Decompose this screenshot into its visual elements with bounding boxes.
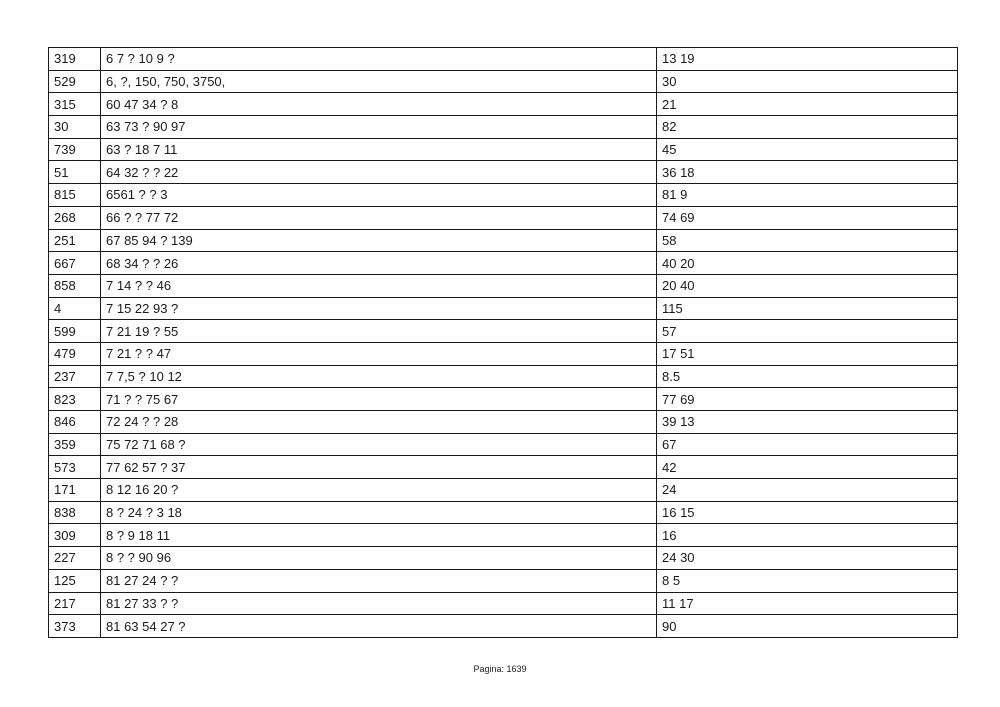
row-id-cell: 319 [49, 48, 101, 71]
row-sequence-cell: 81 27 33 ? ? [101, 592, 657, 615]
row-id-cell: 479 [49, 342, 101, 365]
row-answer-cell: 8 5 [657, 569, 958, 592]
row-id-cell: 858 [49, 274, 101, 297]
row-sequence-cell: 8 ? 9 18 11 [101, 524, 657, 547]
row-id-cell: 599 [49, 320, 101, 343]
row-sequence-cell: 63 73 ? 90 97 [101, 116, 657, 139]
row-sequence-cell: 8 12 16 20 ? [101, 479, 657, 502]
row-id-cell: 4 [49, 297, 101, 320]
row-answer-cell: 16 15 [657, 501, 958, 524]
row-id-cell: 309 [49, 524, 101, 547]
row-sequence-cell: 7 15 22 93 ? [101, 297, 657, 320]
row-answer-cell: 17 51 [657, 342, 958, 365]
row-sequence-cell: 7 21 19 ? 55 [101, 320, 657, 343]
row-sequence-cell: 60 47 34 ? 8 [101, 93, 657, 116]
row-answer-cell: 45 [657, 138, 958, 161]
row-sequence-cell: 72 24 ? ? 28 [101, 411, 657, 434]
row-id-cell: 373 [49, 615, 101, 638]
row-sequence-cell: 81 27 24 ? ? [101, 569, 657, 592]
row-answer-cell: 16 [657, 524, 958, 547]
row-id-cell: 268 [49, 206, 101, 229]
table-row [49, 524, 958, 547]
page-number: Pagina: 1639 [473, 664, 527, 674]
row-id-cell: 838 [49, 501, 101, 524]
row-id-cell: 846 [49, 411, 101, 434]
row-answer-cell: 13 19 [657, 48, 958, 71]
row-answer-cell: 67 [657, 433, 958, 456]
table-row [49, 252, 958, 275]
table-row [49, 433, 958, 456]
row-sequence-cell: 66 ? ? 77 72 [101, 206, 657, 229]
row-answer-cell: 8.5 [657, 365, 958, 388]
table-row [49, 547, 958, 570]
row-sequence-cell: 7 14 ? ? 46 [101, 274, 657, 297]
row-sequence-cell: 71 ? ? 75 67 [101, 388, 657, 411]
row-id-cell: 171 [49, 479, 101, 502]
table-row [49, 411, 958, 434]
row-sequence-cell: 68 34 ? ? 26 [101, 252, 657, 275]
row-id-cell: 30 [49, 116, 101, 139]
sequence-table [48, 47, 958, 638]
table-row [49, 592, 958, 615]
table-row [49, 479, 958, 502]
row-answer-cell: 74 69 [657, 206, 958, 229]
table-row [49, 365, 958, 388]
row-answer-cell: 21 [657, 93, 958, 116]
row-id-cell: 823 [49, 388, 101, 411]
table-row [49, 184, 958, 207]
row-answer-cell: 58 [657, 229, 958, 252]
row-id-cell: 815 [49, 184, 101, 207]
row-sequence-cell: 75 72 71 68 ? [101, 433, 657, 456]
table-row [49, 320, 958, 343]
row-sequence-cell: 7 21 ? ? 47 [101, 342, 657, 365]
row-id-cell: 251 [49, 229, 101, 252]
row-id-cell: 125 [49, 569, 101, 592]
row-answer-cell: 42 [657, 456, 958, 479]
row-sequence-cell: 67 85 94 ? 139 [101, 229, 657, 252]
row-sequence-cell: 63 ? 18 7 11 [101, 138, 657, 161]
row-sequence-cell: 8 ? 24 ? 3 18 [101, 501, 657, 524]
row-id-cell: 227 [49, 547, 101, 570]
table-row [49, 161, 958, 184]
table-row [49, 297, 958, 320]
row-answer-cell: 115 [657, 297, 958, 320]
row-sequence-cell: 64 32 ? ? 22 [101, 161, 657, 184]
table-row [49, 501, 958, 524]
table-row [49, 569, 958, 592]
row-answer-cell: 81 9 [657, 184, 958, 207]
table-row [49, 274, 958, 297]
row-sequence-cell: 8 ? ? 90 96 [101, 547, 657, 570]
table-row [49, 116, 958, 139]
table-row [49, 456, 958, 479]
row-sequence-cell: 6, ?, 150, 750, 3750, [101, 70, 657, 93]
row-answer-cell: 30 [657, 70, 958, 93]
table-row [49, 48, 958, 71]
table-row [49, 93, 958, 116]
table-row [49, 388, 958, 411]
row-answer-cell: 77 69 [657, 388, 958, 411]
table-row [49, 70, 958, 93]
row-answer-cell: 11 17 [657, 592, 958, 615]
row-answer-cell: 40 20 [657, 252, 958, 275]
row-answer-cell: 24 30 [657, 547, 958, 570]
row-id-cell: 739 [49, 138, 101, 161]
table-row [49, 229, 958, 252]
row-sequence-cell: 6 7 ? 10 9 ? [101, 48, 657, 71]
table-row [49, 615, 958, 638]
row-sequence-cell: 7 7,5 ? 10 12 [101, 365, 657, 388]
row-answer-cell: 90 [657, 615, 958, 638]
row-answer-cell: 82 [657, 116, 958, 139]
table-row [49, 342, 958, 365]
row-sequence-cell: 81 63 54 27 ? [101, 615, 657, 638]
row-id-cell: 315 [49, 93, 101, 116]
row-sequence-cell: 6561 ? ? 3 [101, 184, 657, 207]
table-row [49, 206, 958, 229]
row-id-cell: 217 [49, 592, 101, 615]
table-row [49, 138, 958, 161]
row-id-cell: 667 [49, 252, 101, 275]
row-answer-cell: 57 [657, 320, 958, 343]
row-answer-cell: 20 40 [657, 274, 958, 297]
row-answer-cell: 24 [657, 479, 958, 502]
row-answer-cell: 36 18 [657, 161, 958, 184]
row-id-cell: 237 [49, 365, 101, 388]
row-id-cell: 529 [49, 70, 101, 93]
row-answer-cell: 39 13 [657, 411, 958, 434]
row-id-cell: 573 [49, 456, 101, 479]
row-sequence-cell: 77 62 57 ? 37 [101, 456, 657, 479]
row-id-cell: 359 [49, 433, 101, 456]
row-id-cell: 51 [49, 161, 101, 184]
